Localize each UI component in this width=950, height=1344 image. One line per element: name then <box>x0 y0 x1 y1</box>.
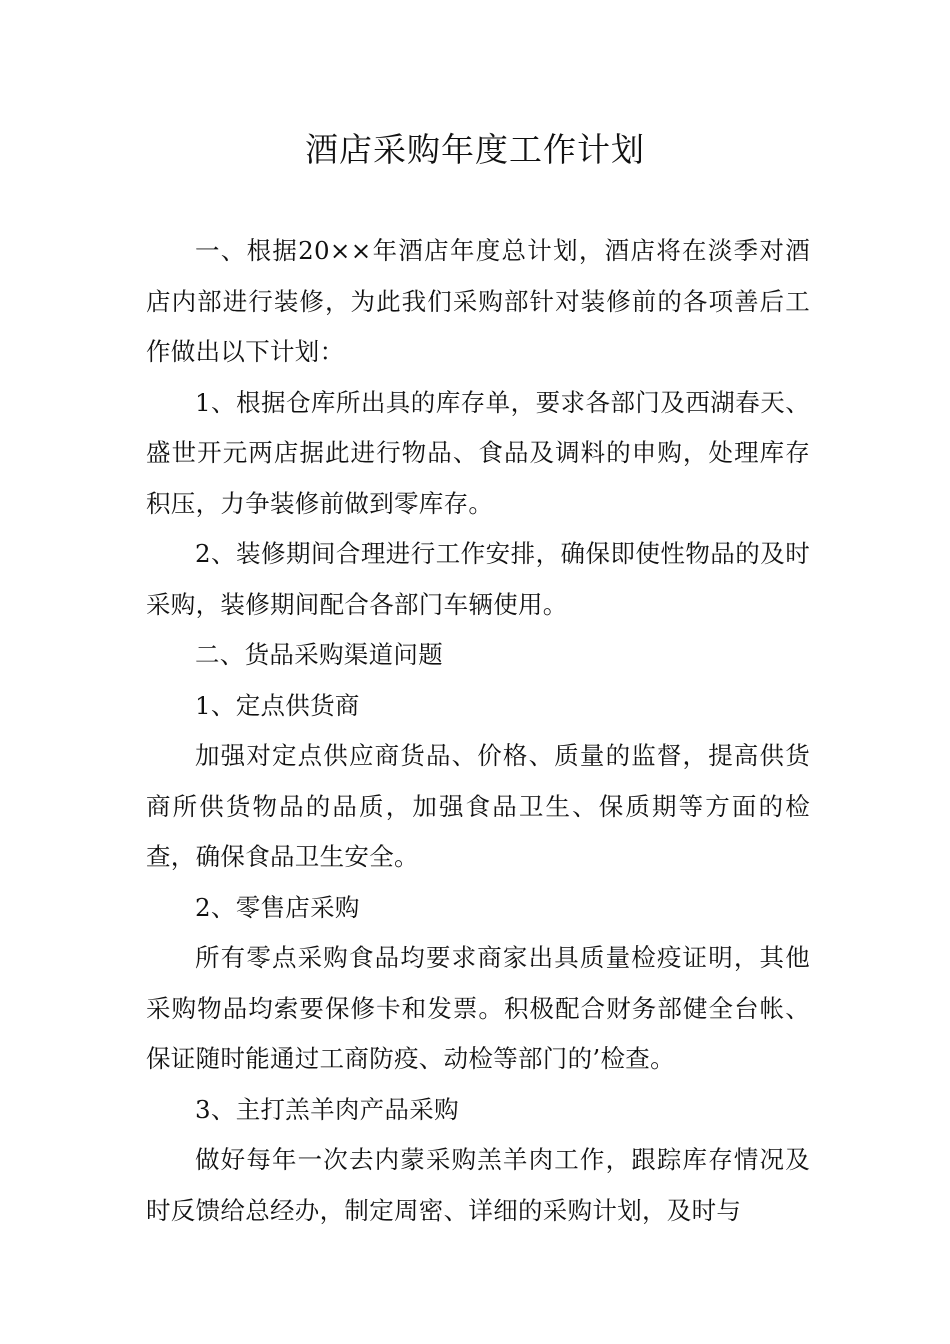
subheading-designated-supplier: 1、定点供货商 <box>195 690 360 720</box>
paragraph-retail: 所有零点采购食品均要求商家出具质量检疫证明，其他采购物品均索要保修卡和发票。积极配合财务部健全台帐、保证随时能通过工商防疫、动检等部门的’检查。 <box>146 943 810 1073</box>
paragraph-supplier: 加强对定点供应商货品、价格、质量的监督，提高供货商所供货物品的品质，加强食品卫生、保质期等方面的检查，确保食品卫生安全。 <box>146 741 810 871</box>
document-body <box>146 226 810 1236</box>
section-heading-2: 二、货品采购渠道问题 <box>195 640 443 669</box>
subheading-lamb-purchase: 3、主打羔羊肉产品采购 <box>195 1094 459 1124</box>
paragraph-intro: 一、根据20××年酒店年度总计划，酒店将在淡季对酒店内部进行装修，为此我们采购部针对装修前的各项善后工作做出以下计划： <box>146 236 810 366</box>
document-title: 酒店采购年度工作计划 <box>305 130 645 169</box>
paragraph-item-2: 2、装修期间合理进行工作安排，确保即使性物品的及时采购，装修期间配合各部门车辆使用。 <box>146 539 810 619</box>
paragraph-lamb: 做好每年一次去内蒙采购羔羊肉工作，跟踪库存情况及时反馈给总经办，制定周密、详细的采购计划，及时与 <box>146 1145 810 1225</box>
paragraph-item-1: 1、根据仓库所出具的库存单，要求各部门及西湖春天、盛世开元两店据此进行物品、食品及调料的申购，处理库存积压，力争装修前做到零库存。 <box>146 387 810 518</box>
subheading-retail-purchase: 2、零售店采购 <box>195 892 360 922</box>
